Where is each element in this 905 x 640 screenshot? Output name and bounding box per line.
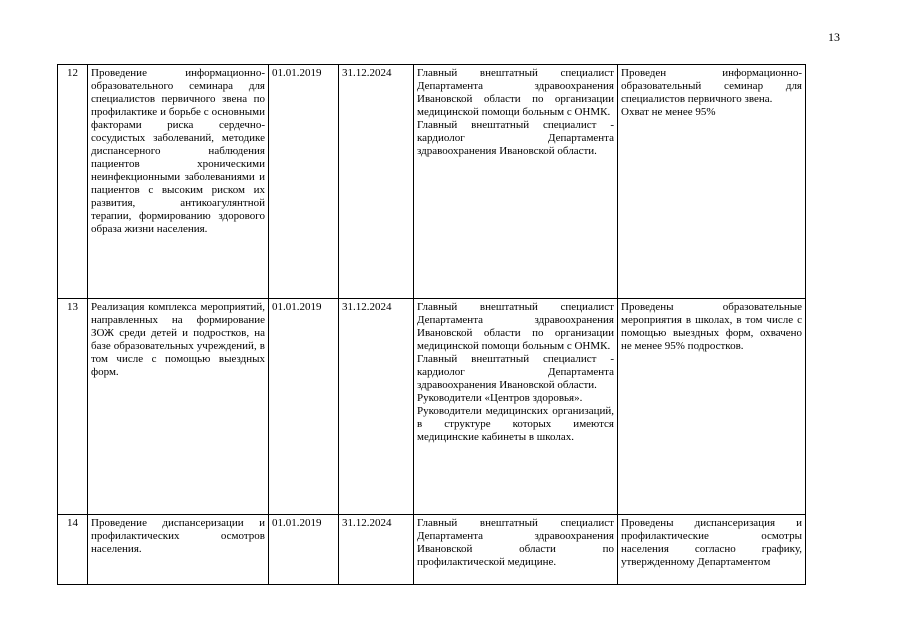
page-number: 13 [828, 30, 840, 44]
activities-table [57, 64, 806, 585]
result-cell [618, 299, 806, 515]
responsible-cell [414, 299, 618, 515]
result-line: Охват не менее 95% [621, 106, 716, 118]
row-number: 12 [58, 65, 88, 299]
start-date: 01.01.2019 [269, 65, 339, 299]
responsible-cell [414, 65, 618, 299]
responsible-cell [414, 515, 618, 585]
activity-name: Реализация комплекса мероприятий, направленных на формирование ЗОЖ среди детей и подростков, на базе образовательных учреждений, в том числе с помощью выездных форм. [88, 299, 269, 515]
row-number: 13 [58, 299, 88, 515]
end-date: 31.12.2024 [339, 65, 414, 299]
responsible-line: Главный внештатный специалист Департамента здравоохранения Ивановской области по профилактической медицине. [417, 517, 614, 568]
start-date: 01.01.2019 [269, 515, 339, 585]
responsible-line: Главный внештатный специалист Департамента здравоохранения Ивановской области по организации медицинской помощи больным с ОНМК. [417, 301, 614, 352]
result-line: Проведены диспансеризация и профилактические осмотры населения согласно графику, утвержденному Департаментом [621, 517, 802, 568]
end-date: 31.12.2024 [339, 515, 414, 585]
responsible-line: Руководители «Центров здоровья». [417, 392, 583, 404]
activity-name: Проведение информационно-образовательного семинара для специалистов первичного звена по профилактике и борьбе с основными факторами риска сердечно-сосудистых заболеваний, методике диспансерного наблюдения пациентов хроническими неинфекционными заболеваниями и пациентов с высоким риском их развития, антикоагулянтной терапии, формированию здорового образа жизни населения. [88, 65, 269, 299]
end-date: 31.12.2024 [339, 299, 414, 515]
result-line: Проведены образовательные мероприятия в школах, в том числе с помощью выездных форм, охвачено не менее 95% подростков. [621, 301, 802, 352]
responsible-line: Главный внештатный специалист Департамента здравоохранения Ивановской области по организации медицинской помощи больным с ОНМК. [417, 67, 614, 118]
result-line: Проведен информационно-образовательный семинар для специалистов первичного звена. [621, 67, 802, 105]
start-date: 01.01.2019 [269, 299, 339, 515]
responsible-line: Главный внештатный специалист - кардиолог Департамента здравоохранения Ивановской области. [417, 119, 614, 157]
responsible-line: Главный внештатный специалист - кардиолог Департамента здравоохранения Ивановской области. [417, 353, 614, 391]
table-row [58, 299, 806, 515]
row-number: 14 [58, 515, 88, 585]
table-row [58, 515, 806, 585]
responsible-line: Руководители медицинских организаций, в структуре которых имеются медицинские кабинеты в школах. [417, 405, 614, 443]
table-row [58, 65, 806, 299]
activity-name: Проведение диспансеризации и профилактических осмотров населения. [88, 515, 269, 585]
result-cell [618, 515, 806, 585]
result-cell [618, 65, 806, 299]
